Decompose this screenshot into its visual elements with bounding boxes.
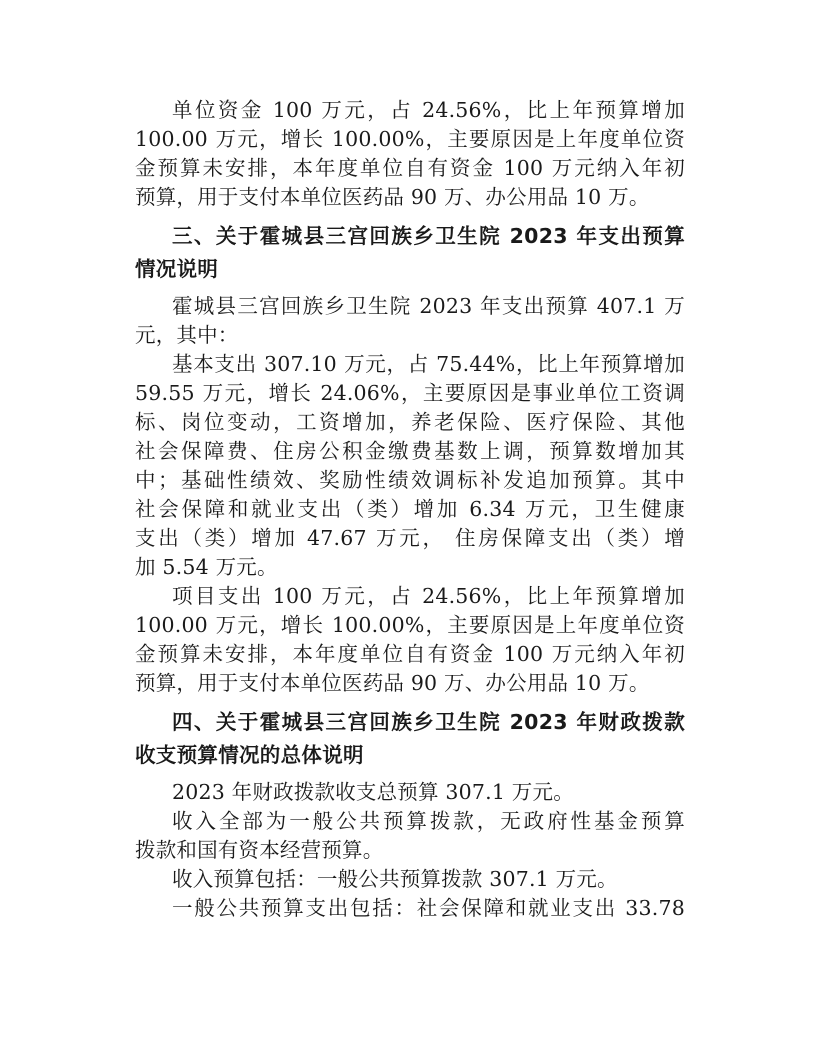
paragraph-project-expenditure	[135, 582, 685, 698]
text-line: 一般公共预算支出包括：社会保障和就业支出 33.78	[172, 896, 685, 920]
text-line: 100.00 万元，增长 100.00%，主要原因是上年度单位资	[135, 127, 685, 151]
paragraph-income-source	[135, 807, 685, 865]
text-line: 收入全部为一般公共预算拨款，无政府性基金预算	[172, 809, 685, 833]
paragraph-unit-funds	[135, 96, 685, 212]
text-line: 预算，用于支付本单位医药品 90 万、办公用品 10 万。	[135, 185, 650, 209]
paragraph-public-expenditure	[135, 894, 685, 923]
document-page	[135, 96, 685, 923]
text-line: 59.55 万元，增长 24.06%，主要原因是事业单位工资调	[135, 381, 685, 405]
text-line: 社会保障和就业支出（类）增加 6.34 万元，卫生健康	[135, 497, 685, 521]
text-line: 单位资金 100 万元，占 24.56%，比上年预算增加	[172, 98, 685, 122]
text-line: 标、岗位变动，工资增加，养老保险、医疗保险、其他	[135, 410, 685, 434]
text-line: 中；基础性绩效、奖励性绩效调标补发追加预算。其中	[135, 468, 685, 492]
heading-line: 三、关于霍城县三宫回族乡卫生院 2023 年支出预算	[172, 224, 685, 248]
paragraph-basic-expenditure	[135, 350, 685, 582]
text-line: 社会保障费、住房公积金缴费基数上调，预算数增加其	[135, 439, 685, 463]
text-line: 元，其中：	[135, 323, 239, 347]
text-line: 2023 年财政拨款收支总预算 307.1 万元。	[172, 780, 574, 804]
text-line: 加 5.54 万元。	[135, 555, 278, 579]
text-line: 金预算未安排，本年度单位自有资金 100 万元纳入年初	[135, 156, 685, 180]
text-line: 项目支出 100 万元，占 24.56%，比上年预算增加	[172, 584, 685, 608]
heading-line: 四、关于霍城县三宫回族乡卫生院 2023 年财政拨款	[172, 710, 685, 734]
text-line: 预算，用于支付本单位医药品 90 万、办公用品 10 万。	[135, 671, 650, 695]
text-line: 支出（类）增加 47.67 万元， 住房保障支出（类）增	[135, 526, 685, 550]
text-line: 收入预算包括：一般公共预算拨款 307.1 万元。	[172, 867, 618, 891]
heading-line: 收支预算情况的总体说明	[135, 743, 364, 767]
paragraph-expenditure-total	[135, 292, 685, 350]
text-line: 金预算未安排，本年度单位自有资金 100 万元纳入年初	[135, 642, 685, 666]
section-heading-3	[135, 220, 685, 286]
text-line: 霍城县三宫回族乡卫生院 2023 年支出预算 407.1 万	[172, 294, 685, 318]
text-line: 100.00 万元，增长 100.00%，主要原因是上年度单位资	[135, 613, 685, 637]
text-line: 拨款和国有资本经营预算。	[135, 838, 384, 862]
paragraph-fiscal-total	[135, 778, 685, 807]
heading-line: 情况说明	[135, 257, 219, 281]
section-heading-4	[135, 706, 685, 772]
paragraph-income-budget	[135, 865, 685, 894]
text-line: 基本支出 307.10 万元，占 75.44%，比上年预算增加	[172, 352, 685, 376]
